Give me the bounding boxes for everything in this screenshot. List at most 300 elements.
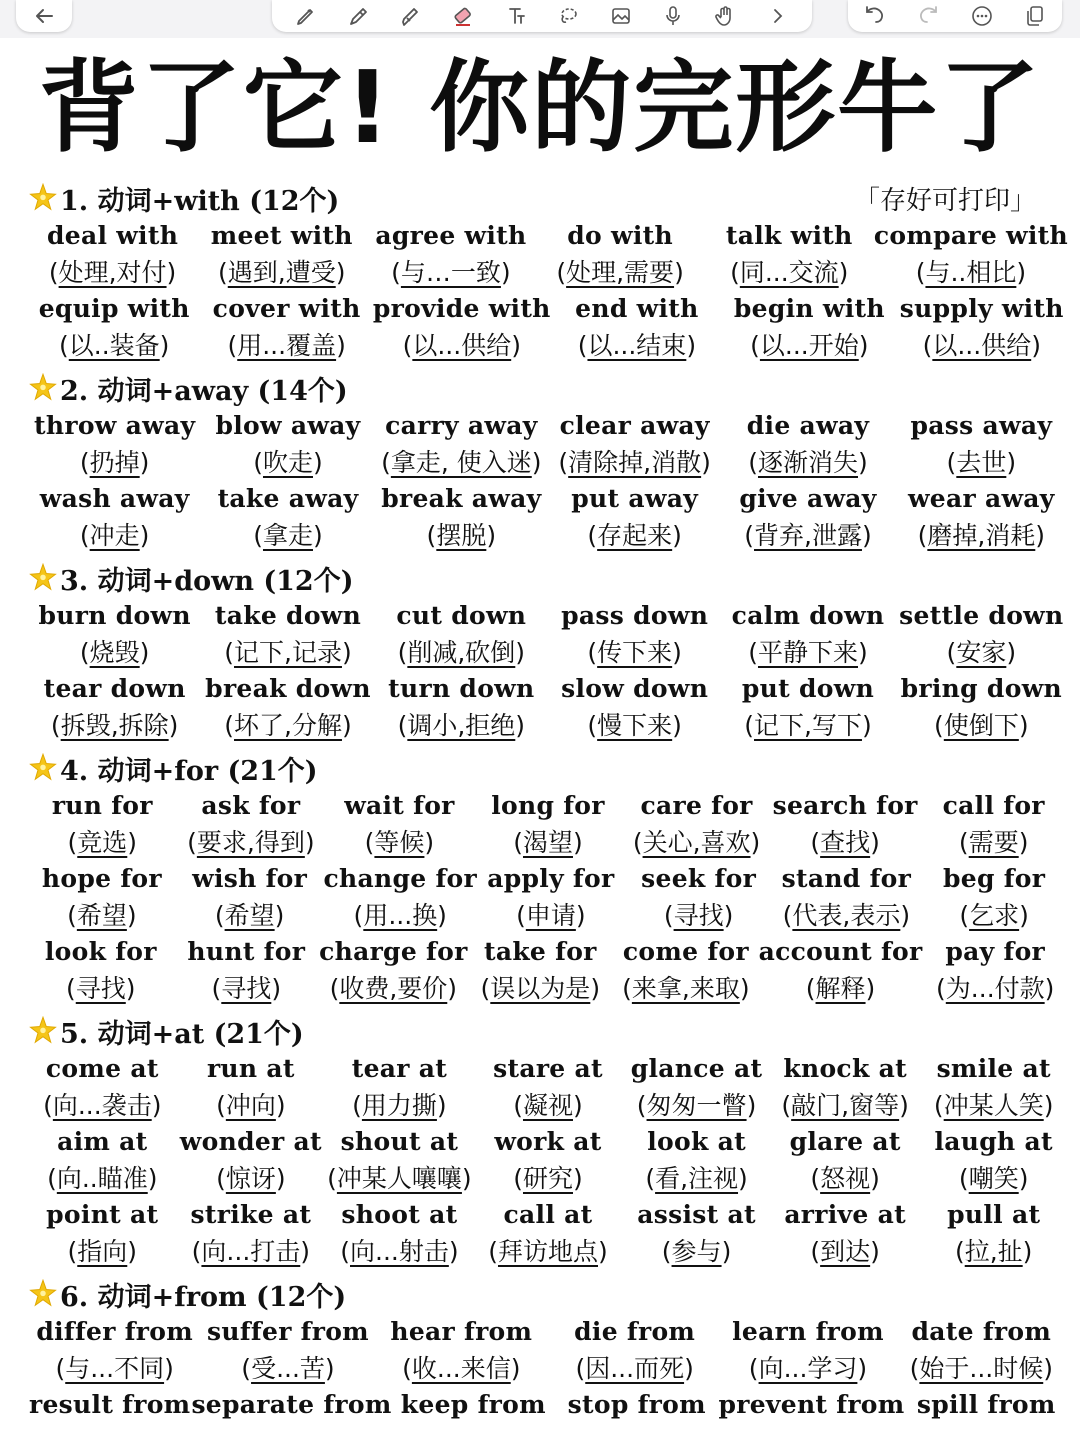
- phrase-item: [474, 1051, 623, 1124]
- phrase-item: [325, 1197, 474, 1270]
- phrase-meaning: (慢下来): [587, 711, 682, 740]
- section-heading-text: 6. 动词+from (12个): [60, 1281, 347, 1313]
- phrase-english: prevent from: [718, 1390, 905, 1419]
- phrase-item: [705, 218, 874, 291]
- phrase-meaning: (渴望): [513, 828, 583, 857]
- phrase-meaning: (研究): [513, 1164, 583, 1193]
- phrase-english: bring down: [900, 674, 1062, 703]
- chevron-right-icon: [766, 4, 790, 28]
- phrase-meaning: (拜访地点): [488, 1237, 608, 1266]
- phrase-item: [28, 671, 201, 744]
- phrase-row: [28, 598, 1068, 671]
- phrase-meaning: (参与): [661, 1237, 732, 1266]
- phrase-meaning: (拿走): [253, 521, 323, 550]
- phrase-item: [375, 481, 548, 554]
- phrase-meaning: (吹走): [253, 448, 323, 477]
- phrase-meaning: (误以为是): [480, 974, 601, 1003]
- phrase-meaning: (清除掉,消散): [558, 448, 711, 477]
- phrase-item: [548, 1314, 721, 1387]
- phrase-meaning: (希望): [67, 901, 137, 930]
- star-icon: [28, 753, 58, 783]
- drawing-tools: [272, 0, 812, 32]
- phrase-english: look for: [44, 937, 157, 966]
- phrase-item: [177, 1051, 326, 1124]
- phrase-item: [28, 408, 201, 481]
- phrase-item: [895, 1314, 1068, 1387]
- phrase-item: [28, 598, 201, 671]
- phrase-english: blow away: [215, 411, 361, 440]
- phrase-english: look at: [647, 1127, 746, 1156]
- phrase-meaning: (冲某人笑): [933, 1091, 1054, 1120]
- phrase-item: [772, 861, 920, 934]
- highlighter-tool-button[interactable]: [394, 1, 428, 31]
- phrase-meaning: (为...付款): [936, 974, 1055, 1003]
- phrase-row: [28, 788, 1068, 861]
- phrase-item: [200, 291, 372, 364]
- phrase-item: [201, 408, 374, 481]
- copy-pages-icon: [1023, 4, 1047, 28]
- phrase-meaning: (到达): [810, 1237, 880, 1266]
- section-heading-text: 2. 动词+away (14个): [60, 375, 348, 407]
- phrase-row: [28, 291, 1068, 364]
- phrase-item: [392, 1387, 555, 1423]
- phrase-item: [771, 1197, 920, 1270]
- phrase-item: [319, 934, 467, 1007]
- phrase-meaning: (收费,要价): [329, 974, 458, 1003]
- lasso-icon: [556, 4, 580, 28]
- phrase-meaning: (以...结束): [577, 331, 697, 360]
- phrase-english: provide with: [372, 294, 551, 323]
- phrase-item: [174, 934, 320, 1007]
- phrase-item: [874, 218, 1068, 291]
- phrase-item: [919, 1124, 1068, 1197]
- phrase-meaning: (希望): [214, 901, 285, 930]
- phrase-english: take down: [214, 601, 362, 630]
- eraser-icon: [451, 4, 475, 28]
- edit-actions: [848, 0, 1062, 32]
- phrase-english: wash away: [39, 484, 190, 513]
- phrase-item: [468, 934, 614, 1007]
- phrase-english: work at: [494, 1127, 602, 1156]
- section-heading-text: 5. 动词+at (21个): [60, 1018, 304, 1050]
- phrase-meaning: (处理,对付): [48, 258, 177, 287]
- back-group: [16, 0, 72, 32]
- phrase-meaning: (处理,需要): [556, 258, 684, 287]
- phrase-meaning: (记下,写下): [744, 711, 872, 740]
- phrase-meaning: (向..瞄准): [47, 1164, 158, 1193]
- phrase-item: [28, 291, 200, 364]
- phrase-meaning: (以...供给): [402, 331, 521, 360]
- phrase-item: [896, 291, 1068, 364]
- phrase-english: laugh at: [934, 1127, 1053, 1156]
- phrase-item: [325, 788, 474, 861]
- phrase-meaning: (寻找): [65, 974, 136, 1003]
- microphone-tool-button[interactable]: [656, 1, 690, 31]
- phrase-english: arrive at: [784, 1200, 906, 1229]
- phrase-english: take for: [483, 937, 597, 966]
- phrase-item: [718, 1387, 904, 1423]
- phrase-item: [375, 598, 548, 671]
- phrase-english: smile at: [936, 1054, 1051, 1083]
- phrase-english: learn from: [732, 1317, 884, 1346]
- more-tools-button[interactable]: [761, 1, 795, 31]
- phrase-english: put down: [741, 674, 875, 703]
- phrase-item: [28, 1197, 177, 1270]
- phrase-item: [759, 934, 923, 1007]
- phrase-item: [201, 481, 374, 554]
- phrase-item: [375, 671, 548, 744]
- phrase-item: [325, 1124, 474, 1197]
- image-tool-button[interactable]: [604, 1, 638, 31]
- phrase-meaning: (存起来): [587, 521, 682, 550]
- phrase-english: long for: [491, 791, 605, 820]
- phrase-item: [474, 1124, 623, 1197]
- phrase-meaning: (以...开始): [750, 331, 869, 360]
- phrase-meaning: (拆毁,拆除): [50, 711, 179, 740]
- phrase-english: deal with: [46, 221, 179, 250]
- phrase-meaning: (烧毁): [79, 638, 150, 667]
- phrase-row: [28, 861, 1068, 934]
- undo-icon: [863, 4, 887, 28]
- phrase-meaning: (以..装备): [59, 331, 170, 360]
- phrase-item: [28, 861, 176, 934]
- phrase-english: run for: [51, 791, 153, 820]
- section-1: [28, 178, 1068, 364]
- phrase-english: keep from: [400, 1390, 546, 1419]
- phrase-item: [721, 408, 894, 481]
- phrase-meaning: (怒视): [810, 1164, 880, 1193]
- phrase-item: [919, 1197, 1068, 1270]
- phrase-item: [622, 1051, 771, 1124]
- phrase-english: seek for: [641, 864, 757, 893]
- phrase-english: give away: [739, 484, 877, 513]
- section-heading-text: 1. 动词+with (12个): [60, 185, 340, 217]
- phrase-item: [375, 1314, 548, 1387]
- phrase-item: [613, 934, 759, 1007]
- arrow-left-icon: [32, 4, 56, 28]
- phrase-meaning: (凝视): [513, 1091, 583, 1120]
- phrase-meaning: (代表,表示): [782, 901, 911, 930]
- phrase-meaning: (与..相比): [915, 258, 1027, 287]
- phrase-item: [366, 218, 535, 291]
- phrase-item: [474, 1197, 623, 1270]
- pencil-tool-button[interactable]: [342, 1, 376, 31]
- phrase-item: [177, 1124, 326, 1197]
- phrase-item: [548, 598, 721, 671]
- phrase-english: run at: [206, 1054, 295, 1083]
- phrase-item: [28, 481, 201, 554]
- phrase-english: suffer from: [207, 1317, 369, 1346]
- more-options-button[interactable]: [965, 1, 999, 31]
- phrase-item: [895, 671, 1068, 744]
- eraser-tool-button[interactable]: [446, 1, 480, 31]
- phrase-meaning: (因...而死): [575, 1354, 694, 1383]
- phrase-meaning: (冲某人嚷嚷): [327, 1164, 472, 1193]
- phrase-item: [28, 1314, 201, 1387]
- phrase-item: [28, 1124, 177, 1197]
- phrase-item: [191, 1387, 391, 1423]
- phrase-english: pull at: [947, 1200, 1041, 1229]
- star-icon: [28, 563, 58, 593]
- phrase-item: [622, 1124, 771, 1197]
- phrase-english: throw away: [34, 411, 196, 440]
- phrase-item: [905, 1387, 1068, 1423]
- phrase-english: break down: [205, 674, 371, 703]
- phrase-english: call at: [503, 1200, 593, 1229]
- phrase-english: tear at: [351, 1054, 448, 1083]
- section-2: [28, 368, 1068, 554]
- image-icon: [609, 4, 633, 28]
- phrase-english: meet with: [210, 221, 353, 250]
- phrase-english: put away: [571, 484, 699, 513]
- phrase-english: care for: [640, 791, 753, 820]
- phrase-english: wish for: [192, 864, 308, 893]
- phrase-meaning: (要求,得到): [187, 828, 315, 857]
- hand-icon: [713, 4, 737, 28]
- phrase-english: take away: [217, 484, 359, 513]
- page-title: 背了它! 你的完形牛了: [38, 49, 1042, 166]
- phrase-english: stand for: [781, 864, 912, 893]
- phrase-meaning: (与…一致): [391, 258, 511, 287]
- phrase-row: [28, 1387, 1068, 1423]
- phrase-item: [771, 788, 920, 861]
- phrase-meaning: (安家): [946, 638, 1017, 667]
- section-heading: [28, 748, 1068, 788]
- ellipsis-icon: [970, 4, 994, 28]
- phrase-english: pass down: [561, 601, 709, 630]
- phrase-meaning: (背弃,泄露): [744, 521, 872, 550]
- phrase-item: [555, 1387, 718, 1423]
- phrase-item: [919, 788, 1068, 861]
- pages-button[interactable]: [1018, 1, 1052, 31]
- phrase-item: [201, 671, 374, 744]
- phrase-meaning: (用力撕): [352, 1091, 447, 1120]
- phrase-meaning: (同...交流): [730, 258, 849, 287]
- back-button[interactable]: [27, 1, 61, 31]
- phrase-meaning: (来拿,来取): [622, 974, 750, 1003]
- phrase-english: end with: [575, 294, 699, 323]
- phrase-meaning: (始于...时候): [909, 1354, 1053, 1383]
- phrase-meaning: (嘲笑): [958, 1164, 1029, 1193]
- phrase-meaning: (去世): [946, 448, 1017, 477]
- phrase-item: [895, 408, 1068, 481]
- phrase-meaning: (匆匆一瞥): [636, 1091, 757, 1120]
- phrase-item: [895, 481, 1068, 554]
- phrase-item: [474, 788, 623, 861]
- phrase-item: [28, 788, 177, 861]
- phrase-item: [177, 788, 326, 861]
- phrase-item: [28, 218, 197, 291]
- phrase-item: [325, 1051, 474, 1124]
- phrase-item: [723, 291, 895, 364]
- phrase-item: [625, 861, 773, 934]
- phrase-english: carry away: [385, 411, 538, 440]
- phrase-item: [28, 1387, 191, 1423]
- phrase-item: [721, 1314, 894, 1387]
- section-heading-text: 4. 动词+for (21个): [60, 755, 318, 787]
- phrase-english: hunt for: [187, 937, 306, 966]
- phrase-meaning: (受...苦): [241, 1354, 335, 1383]
- phrase-english: clear away: [559, 411, 710, 440]
- phrase-meaning: (摆脱): [426, 521, 497, 550]
- phrase-english: strike at: [190, 1200, 312, 1229]
- phrase-english: account for: [758, 937, 923, 966]
- hand-tool-button[interactable]: [708, 1, 742, 31]
- phrase-english: wear away: [907, 484, 1055, 513]
- phrase-english: talk with: [725, 221, 853, 250]
- phrase-item: [771, 1124, 920, 1197]
- phrase-row: [28, 1197, 1068, 1270]
- redo-button[interactable]: [911, 1, 945, 31]
- phrase-english: separate from: [191, 1390, 392, 1419]
- phrase-english: beg for: [942, 864, 1046, 893]
- phrase-english: point at: [46, 1200, 159, 1229]
- phrase-meaning: (拿走, 使入迷): [381, 448, 542, 477]
- phrase-english: pass away: [910, 411, 1053, 440]
- phrase-english: cover with: [212, 294, 361, 323]
- undo-button[interactable]: [858, 1, 892, 31]
- phrase-meaning: (收...来信): [402, 1354, 521, 1383]
- phrase-item: [201, 1314, 374, 1387]
- phrase-item: [28, 1051, 177, 1124]
- phrase-row: [28, 481, 1068, 554]
- microphone-icon: [661, 4, 685, 28]
- phrase-meaning: (坏了,分解): [224, 711, 352, 740]
- phrase-english: stop from: [567, 1390, 706, 1419]
- phrase-item: [721, 481, 894, 554]
- phrase-meaning: (传下来): [587, 638, 682, 667]
- phrase-meaning: (削减,砍倒): [397, 638, 526, 667]
- text-tool-button[interactable]: [499, 1, 533, 31]
- star-icon: [28, 183, 58, 213]
- phrase-english: break away: [381, 484, 542, 513]
- section-5: [28, 1011, 1068, 1270]
- phrase-english: wait for: [344, 791, 455, 820]
- highlighter-icon: [399, 4, 423, 28]
- phrase-row: [28, 1124, 1068, 1197]
- phrase-meaning: (关心,喜欢): [632, 828, 761, 857]
- phrase-meaning: (冲向): [216, 1091, 286, 1120]
- pen-tool-button[interactable]: [289, 1, 323, 31]
- phrase-meaning: (指向): [67, 1237, 138, 1266]
- phrase-meaning: (向...袭击): [43, 1091, 162, 1120]
- phrase-row: [28, 1314, 1068, 1387]
- phrase-meaning: (调小,拒绝): [397, 711, 526, 740]
- phrase-item: [201, 598, 374, 671]
- phrase-item: [324, 861, 477, 934]
- pencil-icon: [347, 4, 371, 28]
- phrase-item: [919, 1051, 1068, 1124]
- phrase-item: [177, 1197, 326, 1270]
- phrase-meaning: (遇到,遭受): [218, 258, 346, 287]
- phrase-meaning: (以...供给): [922, 331, 1041, 360]
- phrase-english: compare with: [873, 221, 1068, 250]
- phrase-english: settle down: [899, 601, 1064, 630]
- phrase-meaning: (使倒下): [934, 711, 1029, 740]
- phrase-item: [176, 861, 324, 934]
- phrase-english: pay for: [945, 937, 1046, 966]
- phrase-english: tear down: [43, 674, 186, 703]
- phrase-item: [771, 1051, 920, 1124]
- phrase-english: hope for: [41, 864, 162, 893]
- phrase-english: do with: [567, 221, 673, 250]
- print-note: 「存好可打印」: [853, 186, 1036, 216]
- phrase-english: begin with: [733, 294, 885, 323]
- phrase-english: shoot at: [341, 1200, 458, 1229]
- phrase-english: glare at: [789, 1127, 901, 1156]
- phrase-meaning: (平静下来): [748, 638, 868, 667]
- phrase-meaning: (等候): [364, 828, 435, 857]
- phrase-meaning: (查找): [810, 828, 880, 857]
- phrase-item: [721, 671, 894, 744]
- phrase-english: slow down: [561, 674, 709, 703]
- text-icon: [504, 4, 528, 28]
- phrase-row: [28, 218, 1068, 291]
- phrase-english: assist at: [637, 1200, 756, 1229]
- phrase-meaning: (惊讶): [216, 1164, 286, 1193]
- phrase-english: die away: [746, 411, 870, 440]
- phrase-meaning: (记下,记录): [224, 638, 352, 667]
- phrase-row: [28, 408, 1068, 481]
- phrase-english: charge for: [319, 937, 468, 966]
- phrase-row: [28, 1051, 1068, 1124]
- star-icon: [28, 1279, 58, 1309]
- phrase-item: [375, 408, 548, 481]
- phrase-meaning: (与...不同): [55, 1354, 174, 1383]
- phrase-english: come for: [622, 937, 749, 966]
- phrase-item: [920, 861, 1068, 934]
- phrase-meaning: (向...打击): [191, 1237, 311, 1266]
- phrase-item: [197, 218, 366, 291]
- pen-icon: [294, 4, 318, 28]
- phrase-english: call for: [942, 791, 1045, 820]
- phrase-item: [622, 788, 771, 861]
- phrase-english: change for: [323, 864, 477, 893]
- section-heading: [28, 1274, 1068, 1314]
- phrase-english: hear from: [390, 1317, 533, 1346]
- phrase-item: [551, 291, 723, 364]
- phrase-item: [373, 291, 551, 364]
- phrase-meaning: (看,注视): [645, 1164, 748, 1193]
- phrase-english: knock at: [783, 1054, 907, 1083]
- phrase-english: shout at: [340, 1127, 459, 1156]
- phrase-row: [28, 671, 1068, 744]
- section-heading: [28, 178, 1068, 218]
- phrase-item: [721, 598, 894, 671]
- phrase-english: turn down: [388, 674, 535, 703]
- phrase-meaning: (竞选): [67, 828, 138, 857]
- phrase-meaning: (用...覆盖): [227, 331, 346, 360]
- phrase-english: supply with: [899, 294, 1064, 323]
- phrase-item: [536, 218, 705, 291]
- section-heading-text: 3. 动词+down (12个): [60, 565, 354, 597]
- phrase-english: differ from: [36, 1317, 193, 1346]
- section-heading: [28, 558, 1068, 598]
- phrase-english: aim at: [57, 1127, 148, 1156]
- phrase-english: burn down: [38, 601, 191, 630]
- phrase-english: ask for: [201, 791, 301, 820]
- phrase-meaning: (乞求): [959, 901, 1029, 930]
- phrase-english: apply for: [487, 864, 615, 893]
- lasso-tool-button[interactable]: [551, 1, 585, 31]
- phrase-meaning: (敲门,窗等): [781, 1091, 909, 1120]
- phrase-item: [895, 598, 1068, 671]
- phrase-row: [28, 934, 1068, 1007]
- phrase-english: equip with: [38, 294, 190, 323]
- phrase-item: [622, 1197, 771, 1270]
- phrase-english: cut down: [396, 601, 527, 630]
- star-icon: [28, 373, 58, 403]
